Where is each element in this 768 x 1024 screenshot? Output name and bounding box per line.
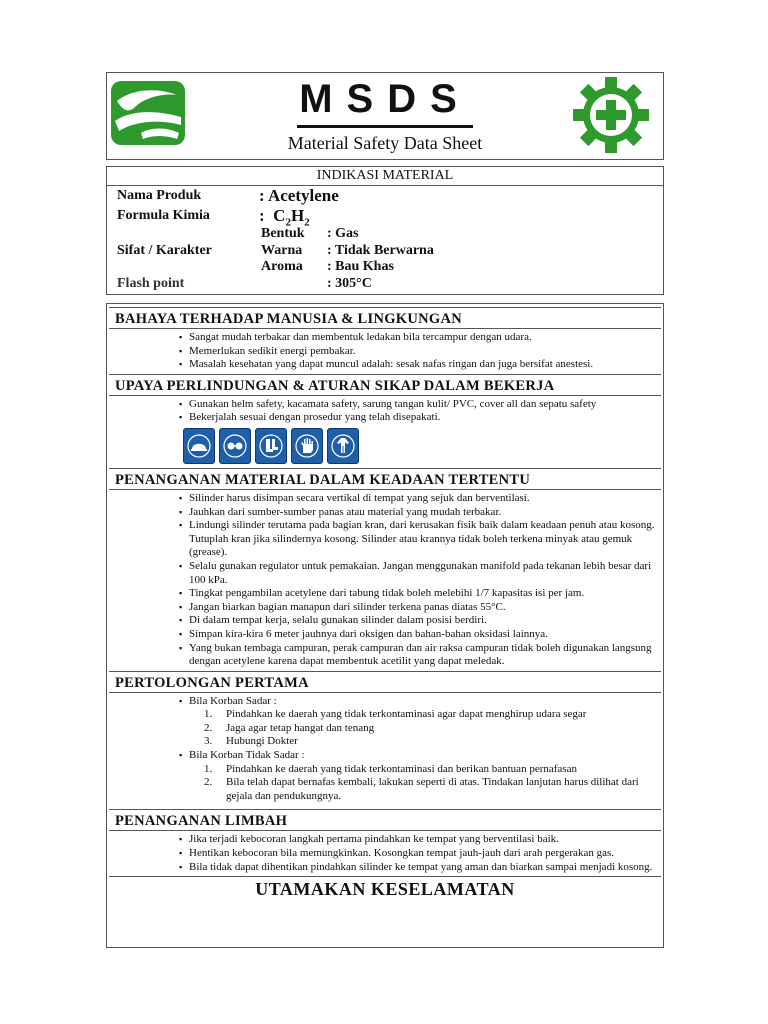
aroma-value: : Bau Khas [327, 259, 394, 274]
list-item: ▪ Selalu gunakan regulator untuk pemakaian. Jangan menggunakan manifold pada tekanan lebih besar dari 100 kPa. [179, 560, 661, 587]
sadar-steps [109, 708, 661, 749]
bentuk-value: : Gas [327, 226, 359, 241]
sadar-label: ▪ Bila Korban Sadar : [179, 695, 661, 709]
list-item: 2. Jaga agar tetap hangat dan tenang [204, 721, 375, 734]
indikasi-heading: INDIKASI MATERIAL [107, 167, 663, 186]
main-content [106, 303, 664, 948]
formula-label: Formula Kimia [117, 208, 210, 223]
sifat-label: Sifat / Karakter [117, 243, 212, 258]
list-item: 2. Bila telah dapat bernafas kembali, lakukan seperti di atas. Tindakan lanjutan harus dilihat dari gejala dan pendukungnya. [204, 776, 639, 802]
formula-value: : $C_2H_2$ [259, 206, 310, 229]
list-item: ▪ Silinder harus disimpan secara vertikal di tempat yang sejuk dan berventilasi. [179, 492, 661, 506]
list-item: ▪ Tingkat pengambilan acetylene dari tabung tidak boleh melebihi 1/7 kapasitas isi per jam. [179, 587, 661, 601]
list-item: ▪ Memerlukan sedikit energi pembakar. [179, 345, 661, 359]
tidak-sadar-steps [109, 763, 661, 804]
bahaya-list [109, 329, 661, 372]
list-item: ▪ Lindungi silinder terutama pada bagian kran, dari kerusakan fisik baik dalam keadaan penuh atau kosong. Tutuplah kran jika silindernya kosong. Silinder atau krannya tidak boleh terkena minyak atau gemuk (grease). [179, 519, 661, 560]
gloves-icon [291, 428, 323, 464]
section-bahaya [109, 307, 661, 372]
list-item: ▪ Simpan kira-kira 6 meter jauhnya dari oksigen dan bahan-bahan oksidasi lainnya. [179, 628, 661, 642]
k3-safety-gear-cross-icon [573, 77, 649, 153]
safety-boots-icon [255, 428, 287, 464]
upaya-list [109, 396, 661, 425]
aroma-label: Aroma [261, 259, 303, 274]
penanganan-heading: PENANGANAN MATERIAL DALAM KEADAAN TERTENTU [109, 468, 661, 490]
nama-produk-value: : Acetylene [259, 186, 339, 205]
list-item: ▪ Gunakan helm safety, kacamata safety, sarung tangan kulit/ PVC, cover all dan sepatu safety [179, 398, 661, 412]
header [106, 72, 664, 160]
title-underline [297, 125, 473, 128]
list-item: 3. Hubungi Dokter [204, 735, 298, 748]
document-subtitle: Material Safety Data Sheet [287, 133, 483, 153]
section-limbah [109, 809, 661, 874]
ppe-icon-row [109, 425, 661, 466]
helmet-icon [183, 428, 215, 464]
sadar-list [109, 693, 661, 709]
list-item: ▪ Hentikan kebocoran bila memungkinkan. Kosongkan tempat jauh-jauh dari arah pergerakan gas. [179, 847, 661, 861]
tidak-sadar-list [109, 749, 661, 763]
penanganan-list [109, 490, 661, 669]
list-item: ▪ Jangan biarkan bagian manapun dari silinder terkena panas diatas 55°C. [179, 601, 661, 615]
list-item: ▪ Masalah kesehatan yang dapat muncul adalah: sesak nafas ringan dan juga bersifat anestesi. [179, 358, 661, 372]
section-upaya [109, 374, 661, 466]
upaya-heading: UPAYA PERLINDUNGAN & ATURAN SIKAP DALAM BEKERJA [109, 374, 661, 396]
section-pertolongan [109, 671, 661, 804]
list-item: ▪ Bila tidak dapat dihentikan pindahkan silinder ke tempat yang aman dan biarkan sampai menjadi kosong. [179, 861, 661, 875]
list-item: ▪ Bekerjalah sesuai dengan prosedur yang telah disepakati. [179, 411, 661, 425]
safety-slogan: UTAMAKAN KESELAMATAN [109, 876, 661, 901]
warna-label: Warna [261, 243, 303, 258]
flash-point-label: Flash point [117, 276, 185, 291]
bentuk-label: Bentuk [261, 226, 305, 241]
list-item: ▪ Jauhkan dari sumber-sumber panas atau material yang mudah terbakar. [179, 506, 661, 520]
limbah-list [109, 831, 661, 874]
limbah-heading: PENANGANAN LIMBAH [109, 809, 661, 831]
flash-point-value: : 305°C [327, 276, 372, 291]
list-item: ▪ Sangat mudah terbakar dan membentuk ledakan bila tercampur dengan udara. [179, 331, 661, 345]
warna-value: : Tidak Berwarna [327, 243, 434, 258]
nama-produk-label: Nama Produk [117, 188, 202, 203]
document-title: MSDS [299, 77, 471, 121]
indikasi-body [107, 186, 663, 294]
list-item: ▪ Yang bukan tembaga campuran, perak campuran dan air raksa campuran tidak boleh digunakan langsung dengan acetylene karena dapat membentuk acetilit yang dapat meledak. [179, 642, 661, 669]
coverall-icon [327, 428, 359, 464]
tidak-sadar-label: ▪ Bila Korban Tidak Sadar : [179, 749, 661, 763]
list-item: 1. Pindahkan ke daerah yang tidak terkontaminasi dan berikan bantuan pernafasan [204, 762, 577, 775]
safety-glasses-icon [219, 428, 251, 464]
msds-sheet [106, 72, 664, 948]
list-item: ▪ Jika terjadi kebocoran langkah pertama pindahkan ke tempat yang berventilasi baik. [179, 833, 661, 847]
bahaya-heading: BAHAYA TERHADAP MANUSIA & LINGKUNGAN [109, 307, 661, 329]
list-item: ▪ Di dalam tempat kerja, selalu gunakan silinder dalam posisi berdiri. [179, 614, 661, 628]
section-penanganan [109, 468, 661, 669]
pertolongan-heading: PERTOLONGAN PERTAMA [109, 671, 661, 693]
indikasi-material-box [106, 166, 664, 295]
list-item: 1. Pindahkan ke daerah yang tidak terkontaminasi agar dapat menghirup udara segar [204, 708, 587, 721]
